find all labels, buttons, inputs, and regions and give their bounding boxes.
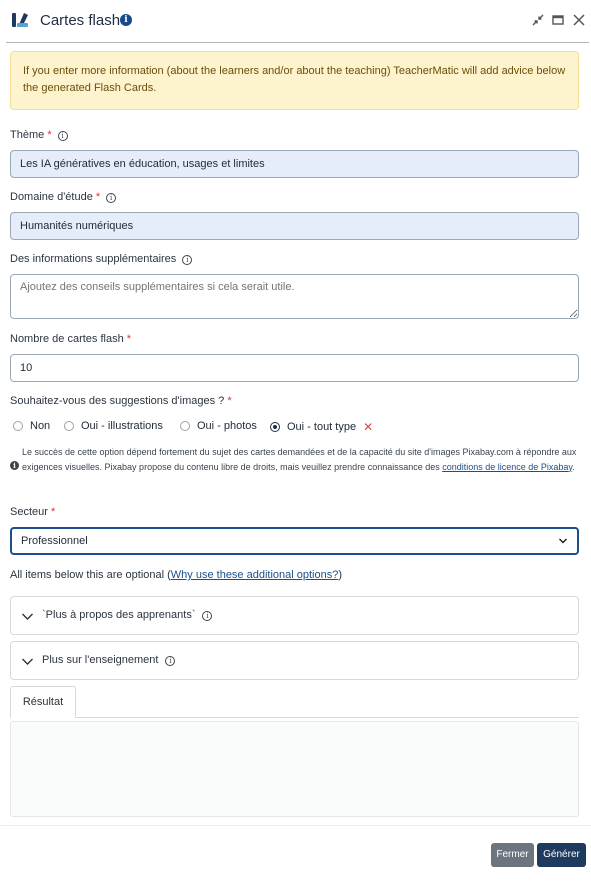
card-count-label: Nombre de cartes flash * xyxy=(10,333,132,345)
radio-illustrations[interactable]: Oui - illustrations xyxy=(64,420,163,432)
tab-result[interactable]: Résultat xyxy=(10,686,76,718)
radio-all-types[interactable]: Oui - tout type ✕ xyxy=(270,420,373,434)
app-logo-icon xyxy=(11,11,29,29)
info-icon[interactable]: i xyxy=(182,255,192,265)
collapse-arrows-icon[interactable] xyxy=(531,13,545,27)
footer-divider xyxy=(0,825,591,826)
radio-photos[interactable]: Oui - photos xyxy=(180,420,257,432)
dialog-title: Cartes flash xyxy=(40,12,121,29)
info-icon[interactable]: i xyxy=(202,611,212,621)
clear-selection-icon[interactable]: ✕ xyxy=(363,420,374,434)
radio-non[interactable]: Non xyxy=(13,420,50,432)
pixabay-license-link[interactable]: conditions de licence de Pixabay xyxy=(442,461,573,472)
close-button[interactable]: Fermer xyxy=(491,843,534,867)
radio-circle-selected[interactable] xyxy=(270,422,280,432)
why-options-link[interactable]: Why use these additional options? xyxy=(170,569,339,581)
dialog-header xyxy=(0,0,591,43)
sector-select[interactable] xyxy=(10,527,579,555)
radio-circle[interactable] xyxy=(13,421,23,431)
radio-circle[interactable] xyxy=(180,421,190,431)
info-notice: If you enter more information (about the learners and/or about the teaching) TeacherMatic will add advice below the generated Flash Cards. xyxy=(10,51,579,110)
chevron-down-icon xyxy=(21,610,34,623)
sector-label: Secteur * xyxy=(10,506,56,518)
maximize-icon[interactable] xyxy=(551,13,565,27)
required-mark: * xyxy=(50,506,56,518)
required-mark: * xyxy=(95,191,101,203)
optional-note: All items below this are optional (Why use these additional options?) xyxy=(10,569,343,581)
chevron-down-icon xyxy=(21,655,34,668)
images-question-label: Souhaitez-vous des suggestions d'images ? * xyxy=(10,395,232,407)
theme-input[interactable]: Les IA génératives en éducation, usages et limites xyxy=(10,150,579,178)
card-count-input[interactable]: 10 xyxy=(10,354,579,382)
domain-label: Domaine d'étude * i xyxy=(10,191,116,203)
close-icon[interactable] xyxy=(572,13,586,27)
info-icon[interactable]: i xyxy=(106,193,116,203)
sector-selected-value: Professionnel xyxy=(21,535,88,547)
header-divider xyxy=(6,42,589,43)
accordion-label: `Plus à propos des apprenants` xyxy=(42,609,196,621)
chevron-down-icon xyxy=(558,536,568,546)
required-mark: * xyxy=(47,129,52,141)
accordion-teaching[interactable] xyxy=(10,641,579,680)
extra-info-label: Des informations supplémentaires i xyxy=(10,253,192,265)
required-mark: * xyxy=(227,395,232,407)
domain-input[interactable]: Humanités numériques xyxy=(10,212,579,240)
result-output-area[interactable] xyxy=(10,721,579,817)
required-mark: * xyxy=(126,333,132,345)
generate-button[interactable]: Générer xyxy=(537,843,586,867)
info-icon[interactable]: i xyxy=(165,656,175,666)
accordion-learners[interactable] xyxy=(10,596,579,635)
help-info-icon: i xyxy=(10,461,19,470)
theme-label: Thème * i xyxy=(10,129,68,141)
tab-divider xyxy=(76,717,579,718)
images-help-text: i Le succès de cette option dépend fortement du sujet des cartes demandées et de la capacité du site d'images Pixabay.com à répondre aux exigences visuelles. Pixabay propose du contenu libre de droits, mais veuillez prendre connaissance des conditions de licence de Pixabay. xyxy=(10,445,582,474)
extra-info-textarea[interactable] xyxy=(10,274,579,319)
radio-circle[interactable] xyxy=(64,421,74,431)
info-icon[interactable]: i xyxy=(120,14,132,26)
accordion-label: Plus sur l'enseignement xyxy=(42,654,159,666)
info-icon[interactable]: i xyxy=(58,131,68,141)
